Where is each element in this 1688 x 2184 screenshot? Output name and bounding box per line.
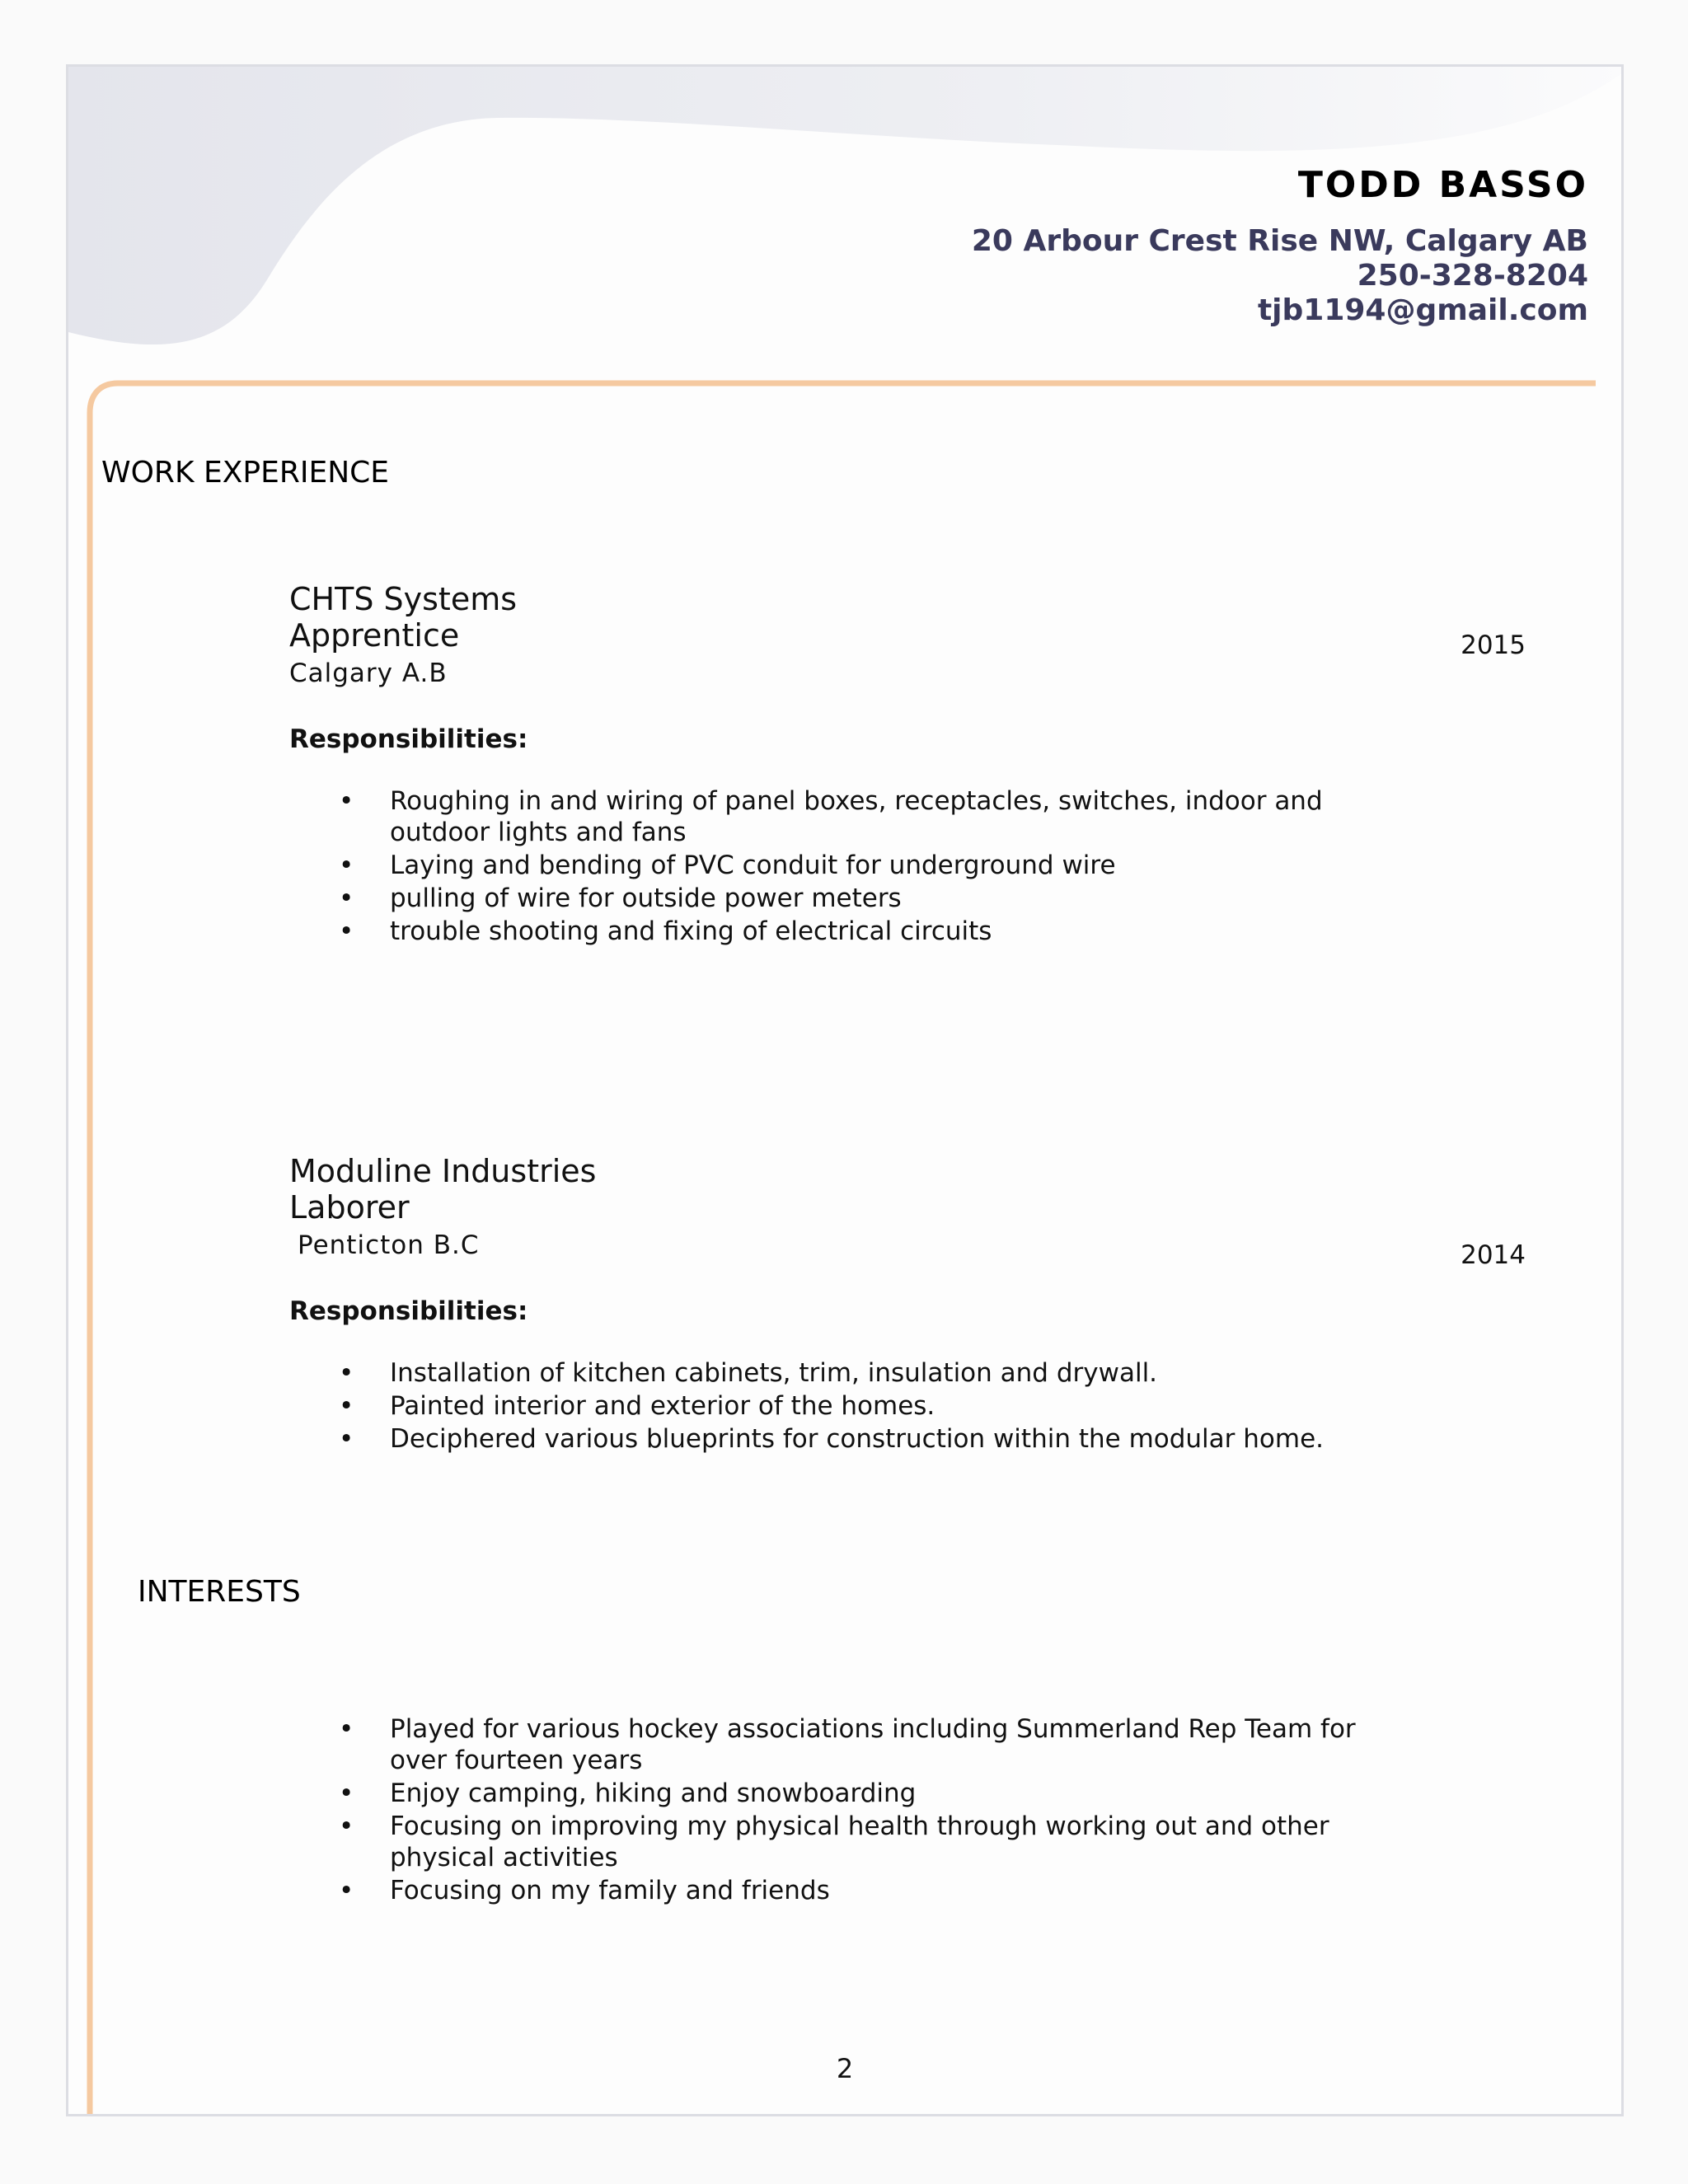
bullet-icon: •	[339, 1358, 354, 1388]
email: tjb1194@gmail.com	[1257, 293, 1588, 327]
address: 20 Arbour Crest Rise NW, Calgary AB	[971, 224, 1588, 258]
interests-list	[289, 1713, 1361, 1906]
job-year: 2015	[1461, 630, 1526, 660]
work-experience-heading: WORK EXPERIENCE	[101, 456, 390, 490]
bullet-icon: •	[339, 1811, 354, 1841]
interests-heading: INTERESTS	[138, 1575, 301, 1609]
job-entry	[289, 1153, 1575, 1456]
list-item: • Played for various hockey associations including Summerland Rep Team for over fourteen years	[339, 1714, 1356, 1775]
list-item: • Painted interior and exterior of the homes.	[339, 1391, 935, 1421]
bullet-icon: •	[339, 1424, 354, 1454]
job-title: Laborer	[289, 1189, 410, 1226]
job-location: Penticton B.C	[298, 1230, 480, 1260]
bullet-icon: •	[339, 851, 354, 880]
responsibilities-list	[289, 785, 1344, 947]
resume-page	[66, 64, 1624, 2116]
bullet-icon: •	[339, 1876, 354, 1905]
list-item: • Focusing on improving my physical health through working out and other physical activities	[339, 1811, 1329, 1872]
bullet-icon: •	[339, 1391, 354, 1421]
job-title: Apprentice	[289, 617, 460, 654]
job-entry	[289, 581, 1575, 949]
bullet-icon: •	[339, 916, 354, 946]
list-item: • Enjoy camping, hiking and snowboarding	[339, 1779, 917, 1808]
list-item: • trouble shooting and fixing of electrical circuits	[339, 916, 992, 946]
page-number: 2	[836, 2053, 854, 2084]
job-year: 2014	[1461, 1240, 1526, 1270]
responsibilities-label: Responsibilities:	[289, 1296, 528, 1326]
contact-header	[972, 164, 1588, 328]
interests-block	[289, 1713, 1476, 1908]
bullet-icon: •	[339, 883, 354, 913]
job-location: Calgary A.B	[289, 658, 448, 688]
phone: 250-328-8204	[1357, 259, 1588, 293]
list-item: • Laying and bending of PVC conduit for underground wire	[339, 851, 1116, 880]
job-company: Moduline Industries	[289, 1153, 597, 1189]
bullet-icon: •	[339, 1714, 354, 1744]
job-company: CHTS Systems	[289, 581, 518, 617]
list-item: • Focusing on my family and friends	[339, 1876, 830, 1905]
list-item: • pulling of wire for outside power meters	[339, 883, 902, 913]
responsibilities-label: Responsibilities:	[289, 724, 528, 754]
responsibilities-list	[289, 1357, 1443, 1455]
bullet-icon: •	[339, 1779, 354, 1808]
list-item: • Roughing in and wiring of panel boxes, receptacles, switches, indoor and outdoor lights and fans	[339, 786, 1323, 847]
list-item: • Installation of kitchen cabinets, trim, insulation and drywall.	[339, 1358, 1158, 1388]
list-item: • Deciphered various blueprints for construction within the modular home.	[339, 1424, 1324, 1454]
bullet-icon: •	[339, 786, 354, 816]
person-name: TODD BASSO	[1297, 164, 1588, 206]
